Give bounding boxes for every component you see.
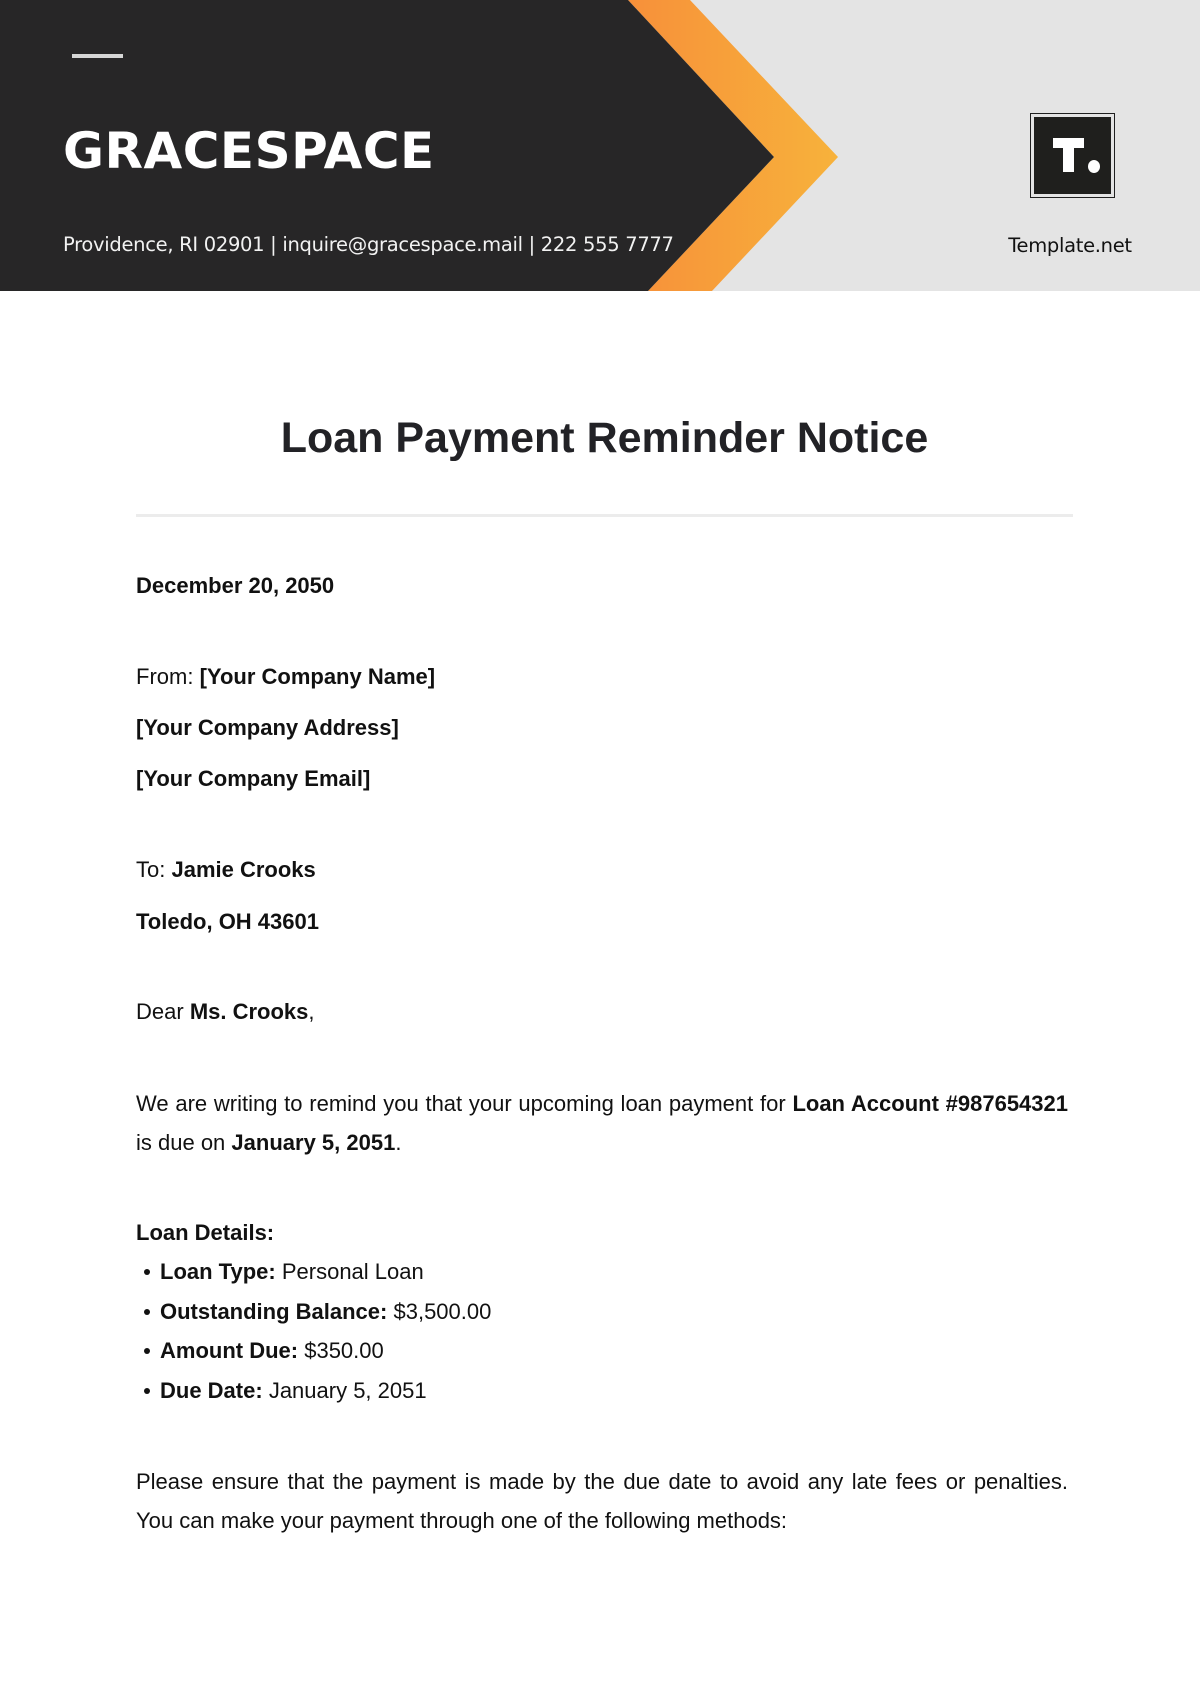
recipient-name: Jamie Crooks bbox=[171, 857, 316, 882]
loan-details-heading: Loan Details: bbox=[136, 1220, 275, 1245]
accent-bar bbox=[72, 54, 123, 58]
recipient-location: Toledo, OH 43601 bbox=[136, 909, 319, 934]
from-company-name: [Your Company Name] bbox=[199, 664, 436, 689]
bullet-icon bbox=[144, 1388, 150, 1394]
due-date-inline: January 5, 2051 bbox=[231, 1130, 396, 1155]
title-divider bbox=[136, 514, 1073, 517]
from-company-email: [Your Company Email] bbox=[136, 766, 371, 791]
from-company-address: [Your Company Address] bbox=[136, 715, 399, 740]
to-label: To: bbox=[136, 857, 166, 882]
document-title: Loan Payment Reminder Notice bbox=[280, 414, 929, 462]
loan-details-list bbox=[136, 1252, 491, 1410]
salutation-prefix: Dear bbox=[136, 999, 184, 1024]
template-logo-icon bbox=[1030, 113, 1115, 198]
salutation: Dear Ms. Crooks, bbox=[136, 999, 315, 1024]
letterhead-header bbox=[0, 0, 1200, 291]
company-name: GRACESPACE bbox=[63, 122, 435, 180]
bullet-icon bbox=[144, 1348, 150, 1354]
closing-paragraph: Please ensure that the payment is made by the due date to avoid any late fees or penalties. You can make your payment through one of the following methods: bbox=[136, 1469, 1068, 1533]
loan-detail-item: Loan Type: Personal Loan bbox=[136, 1252, 491, 1292]
company-contact-line: Providence, RI 02901 | inquire@gracespace.mail | 222 555 7777 bbox=[63, 233, 674, 256]
from-label: From: bbox=[136, 664, 194, 689]
loan-detail-item: Due Date: January 5, 2051 bbox=[136, 1371, 491, 1411]
letter-date: December 20, 2050 bbox=[136, 573, 335, 598]
loan-account-number: Loan Account #987654321 bbox=[792, 1091, 1068, 1116]
salutation-name: Ms. Crooks bbox=[189, 999, 309, 1024]
logo-caption: Template.net bbox=[1008, 234, 1132, 257]
intro-paragraph: We are writing to remind you that your upcoming loan payment for Loan Account #987654321 is due on January 5, 2051. bbox=[136, 1091, 1068, 1155]
bullet-icon bbox=[144, 1269, 150, 1275]
from-line bbox=[136, 664, 435, 690]
loan-detail-item: Outstanding Balance: $3,500.00 bbox=[136, 1292, 491, 1332]
to-line bbox=[136, 857, 316, 883]
loan-detail-item: Amount Due: $350.00 bbox=[136, 1331, 491, 1371]
bullet-icon bbox=[144, 1309, 150, 1315]
